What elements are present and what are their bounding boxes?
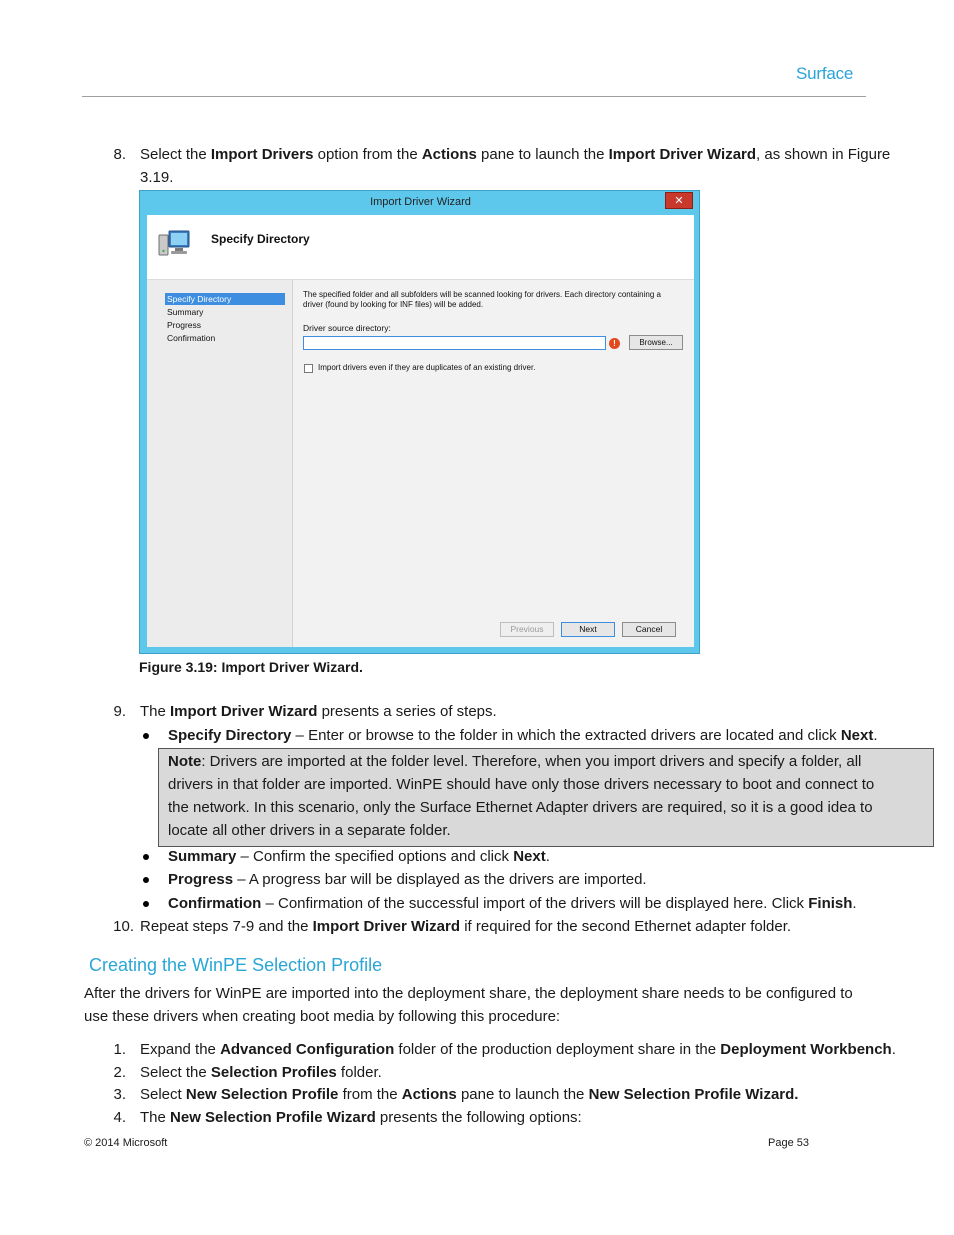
procedure-step-4: The New Selection Profile Wizard presents the following options: [140,1109,582,1126]
section-paragraph: After the drivers for WinPE are imported into the deployment share, the deployment share needs to be configured to [84,985,853,1002]
previous-button[interactable]: Previous [500,622,554,637]
wizard-step-nav [147,280,293,647]
error-icon: ! [609,338,620,349]
bullet-icon [143,901,149,907]
bullet-icon [143,733,149,739]
bullet-progress: Progress – A progress bar will be displayed as the drivers are imported. [168,871,647,888]
wizard-nav-specify-directory[interactable]: Specify Directory [165,293,285,305]
section-heading: Creating the WinPE Selection Profile [89,955,383,975]
wizard-header [147,215,694,280]
wizard-body [147,215,694,647]
wizard-step-title: Specify Directory [211,232,310,246]
step-9-number: 9. [113,703,126,720]
driver-source-input[interactable] [303,336,606,350]
note-box [158,748,934,847]
procedure-step-1: Expand the Advanced Configuration folder of the production deployment share in the Deployment Workbench. [140,1041,896,1058]
brand-logo: Surface [796,64,854,83]
wizard-nav-confirmation[interactable]: Confirmation [167,333,216,343]
step-8-text: Select the Import Drivers option from the Actions pane to launch the Import Driver Wizard, as shown in Figure [140,146,891,163]
browse-button[interactable]: Browse... [629,335,683,350]
section-paragraph-cont: use these drivers when creating boot media by following this procedure: [84,1008,561,1025]
header-divider [82,96,866,97]
procedure-step-number: 1. [113,1041,126,1058]
wizard-nav-progress[interactable]: Progress [167,320,202,330]
note-line: drivers in that folder are imported. WinPE should have only those drivers necessary to boot and connect to [168,776,875,793]
procedure-step-number: 3. [113,1086,126,1103]
import-duplicates-label: Import drivers even if they are duplicates of an existing driver. [318,363,536,372]
note-line: Note: Drivers are imported at the folder level. Therefore, when you import drivers and specify a folder, all [168,753,862,770]
import-driver-wizard-screenshot [139,190,700,654]
computer-monitor-icon [157,229,191,259]
step-10-text: Repeat steps 7-9 and the Import Driver Wizard if required for the second Ethernet adapter folder. [140,918,792,935]
bullet-icon [143,877,149,883]
cancel-button[interactable]: Cancel [622,622,676,637]
note-line: locate all other drivers in a separate folder. [168,822,451,839]
close-icon[interactable]: ✕ [665,192,693,209]
wizard-content [293,280,694,647]
note-line: the network. In this scenario, only the Surface Ethernet Adapter drivers are required, so it is a good idea to [168,799,873,816]
step-8-number: 8. [113,146,126,163]
bullet-icon [143,854,149,860]
procedure-step-number: 4. [113,1109,126,1126]
bullet-summary: Summary – Confirm the specified options and click Next. [168,848,550,865]
next-button[interactable]: Next [561,622,615,637]
figure-caption: Figure 3.19: Import Driver Wizard. [139,659,363,675]
step-9-text: The Import Driver Wizard presents a series of steps. [140,703,497,720]
step-10-number: 10. [113,918,134,935]
step-8-text-cont: 3.19. [140,169,174,186]
procedure-step-2: Select the Selection Profiles folder. [140,1064,382,1081]
wizard-nav-summary[interactable]: Summary [167,307,204,317]
driver-source-label: Driver source directory: [303,323,391,333]
footer-page-number: Page 53 [768,1137,809,1149]
import-duplicates-checkbox[interactable] [304,364,313,373]
bullet-specify-directory: Specify Directory – Enter or browse to the folder in which the extracted drivers are located and click Next. [168,727,878,744]
procedure-step-3: Select New Selection Profile from the Actions pane to launch the New Selection Profile Wizard. [140,1086,799,1103]
footer-copyright: © 2014 Microsoft [84,1137,168,1149]
bullet-confirmation: Confirmation – Confirmation of the successful import of the drivers will be displayed here. Click Finish. [168,895,857,912]
wizard-title: Import Driver Wizard [370,196,471,208]
wizard-description: The specified folder and all subfolders will be scanned looking for drivers. Each directory containing a driver (found by looking for INF files) will be added. [303,290,661,309]
procedure-step-number: 2. [113,1064,126,1081]
